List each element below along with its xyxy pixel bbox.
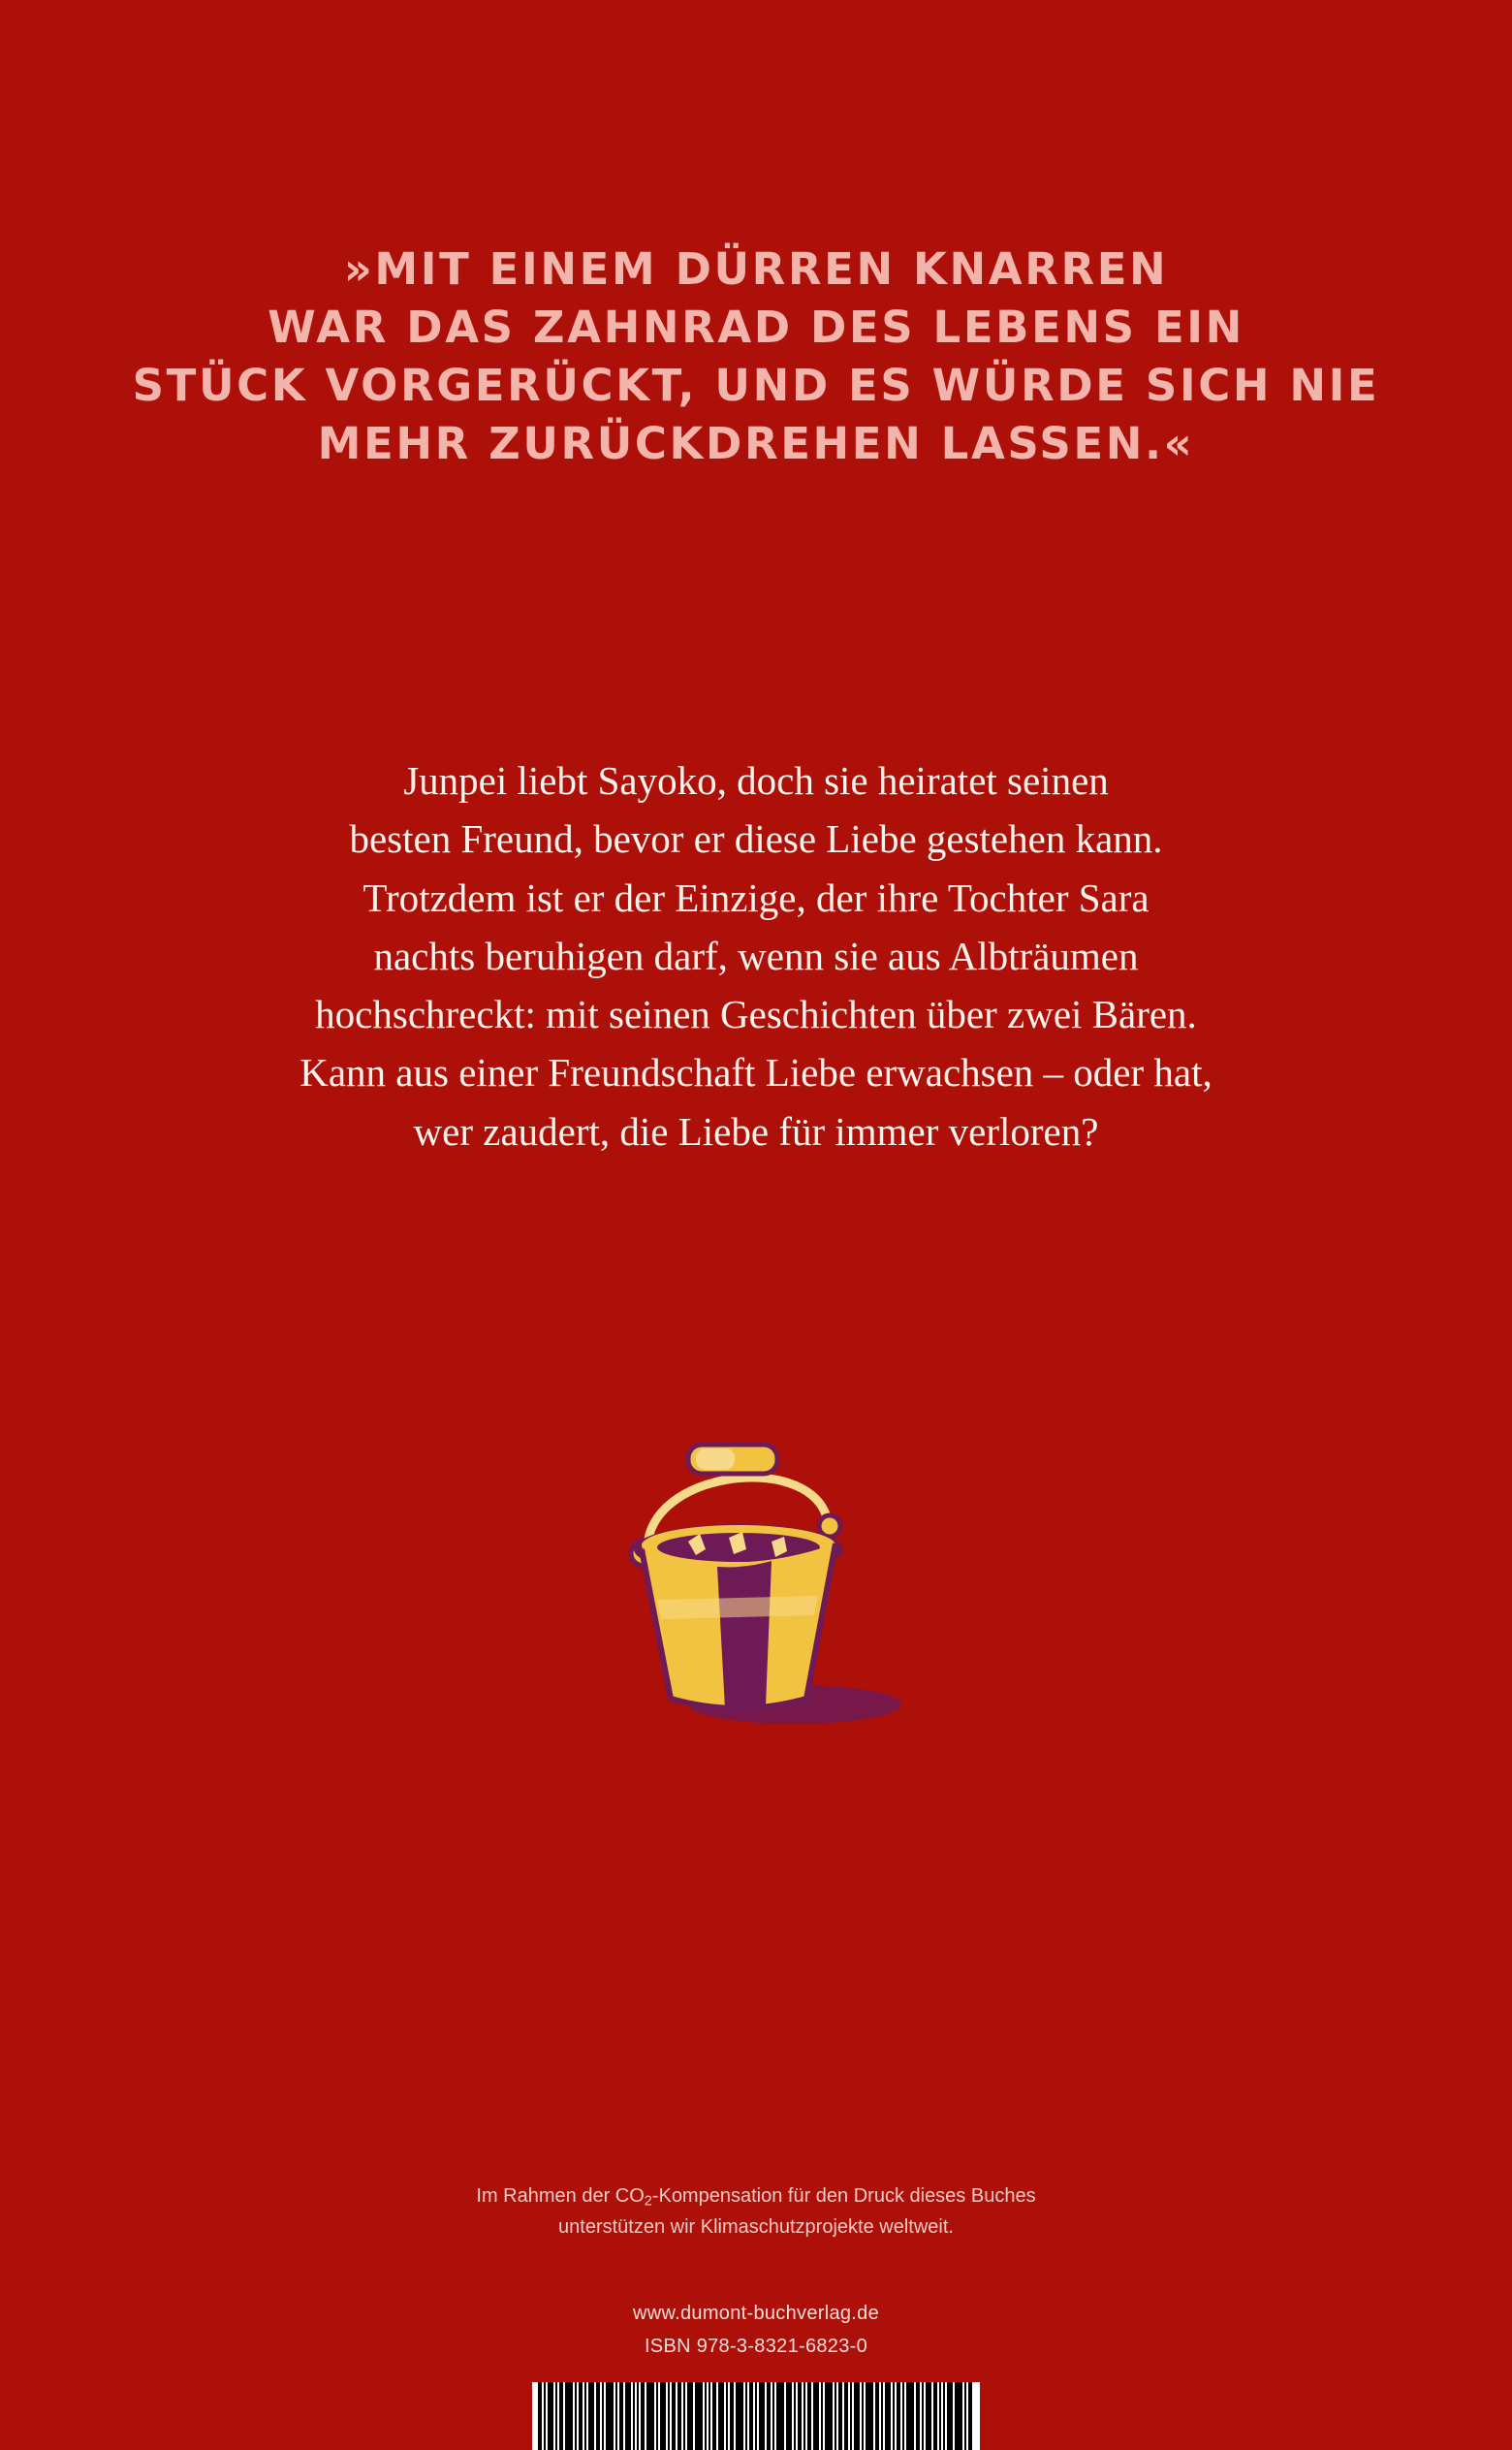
pull-quote-line: MEHR ZURÜCKDREHEN LASSEN.« — [317, 417, 1195, 469]
barcode-bar — [709, 2382, 710, 2450]
barcode-bar — [736, 2382, 743, 2450]
barcode-bar — [683, 2382, 685, 2450]
barcode-bar — [615, 2382, 617, 2450]
barcode-bar — [575, 2382, 577, 2450]
blurb-line: nachts beruhigen darf, wenn sie aus Albträumen — [373, 933, 1139, 978]
barcode-bar — [947, 2382, 953, 2450]
barcode-bar — [897, 2382, 900, 2450]
barcode-bar — [835, 2382, 836, 2450]
eco-line-2: unterstützen wir Klimaschutzprojekte weltweit. — [558, 2216, 954, 2238]
barcode-bar — [646, 2382, 654, 2450]
blurb-line: wer zaudert, die Liebe für immer verloren? — [413, 1108, 1099, 1154]
barcode-bar — [619, 2382, 623, 2450]
barcode-bar — [726, 2382, 728, 2450]
barcode-bar — [637, 2382, 639, 2450]
barcode-bar — [544, 2382, 546, 2450]
barcode-bar — [565, 2382, 573, 2450]
barcode-bar — [767, 2382, 771, 2450]
barcode-bar — [893, 2382, 895, 2450]
barcode-bar — [794, 2382, 796, 2450]
barcode-bar — [633, 2382, 635, 2450]
publisher-website[interactable]: www.dumont-buchverlag.de — [633, 2303, 879, 2324]
barcode-bar — [813, 2382, 819, 2450]
eco-subscript: 2 — [644, 2193, 652, 2210]
barcode-bar — [555, 2382, 557, 2450]
barcode-bar — [955, 2382, 962, 2450]
blurb-text — [0, 751, 1512, 1161]
barcode-bar — [730, 2382, 734, 2450]
isbn-number: ISBN 978-3-8321-6823-0 — [644, 2336, 868, 2357]
barcode-bar — [588, 2382, 594, 2450]
barcode-bar — [677, 2382, 681, 2450]
barcode-bar — [922, 2382, 924, 2450]
pull-quote-line: STÜCK VORGERÜCKT, UND ES WÜRDE SICH NIE — [132, 359, 1380, 411]
eco-notice — [0, 2181, 1512, 2243]
barcode-bar — [838, 2382, 842, 2450]
barcode-bar — [660, 2382, 666, 2450]
barcode-bar — [641, 2382, 645, 2450]
barcode-bar — [926, 2382, 931, 2450]
eco-line-1-before: Im Rahmen der CO — [476, 2185, 645, 2208]
blurb-line: besten Freund, bevor er diese Liebe gestehen kann. — [349, 816, 1163, 862]
barcode-bar — [772, 2382, 774, 2450]
barcode-bar — [825, 2382, 833, 2450]
barcode-bar — [885, 2382, 891, 2450]
barcode-bar — [786, 2382, 792, 2450]
barcode-bar — [584, 2382, 586, 2450]
barcode-bar — [559, 2382, 563, 2450]
barcode-bar — [718, 2382, 724, 2450]
barcode-bar — [968, 2382, 972, 2450]
blurb-line: Trotzdem ist er der Einzige, der ihre Tochter Sara — [362, 875, 1150, 920]
barcode-bar — [755, 2382, 757, 2450]
barcode-bar — [854, 2382, 860, 2450]
barcode-bar — [687, 2382, 693, 2450]
barcode-bar — [943, 2382, 945, 2450]
barcode-bar — [625, 2382, 631, 2450]
barcode-bar — [548, 2382, 553, 2450]
barcode-bar — [579, 2382, 583, 2450]
barcode-bar — [776, 2382, 784, 2450]
barcode-bar — [939, 2382, 941, 2450]
barcode-bar — [759, 2382, 765, 2450]
barcode-bar — [745, 2382, 747, 2450]
barcode-bar — [602, 2382, 604, 2450]
barcode-bar — [672, 2382, 676, 2450]
barcode-bar — [695, 2382, 703, 2450]
barcode-bar — [964, 2382, 966, 2450]
barcode-bar — [875, 2382, 879, 2450]
barcode-bar — [862, 2382, 864, 2450]
blurb-line: Kann aus einer Freundschaft Liebe erwachsen – oder hat, — [299, 1050, 1213, 1096]
eco-line-1 — [0, 2181, 1512, 2212]
cover-footer — [0, 2181, 1512, 2450]
barcode-bar — [656, 2382, 658, 2450]
blurb-line: hochschreckt: mit seinen Geschichten über zwei Bären. — [315, 992, 1197, 1037]
barcode-bar — [844, 2382, 848, 2450]
pull-quote — [0, 240, 1512, 472]
barcode-bar — [803, 2382, 805, 2450]
barcode-bar — [902, 2382, 904, 2450]
barcode-bar — [606, 2382, 614, 2450]
barcode-bar — [538, 2382, 542, 2450]
barcode-bar — [712, 2382, 716, 2450]
barcode-bar — [596, 2382, 600, 2450]
barcode-bar — [866, 2382, 873, 2450]
barcode-bar — [749, 2382, 753, 2450]
barcode-bar — [850, 2382, 852, 2450]
bucket-illustration — [572, 1425, 940, 1745]
barcode — [0, 2382, 1512, 2450]
barcode-bar — [798, 2382, 802, 2450]
barcode-bars — [532, 2382, 980, 2450]
barcode-bar — [906, 2382, 914, 2450]
barcode-bar — [881, 2382, 883, 2450]
pull-quote-line: »MIT EINEM DÜRREN KNARREN — [343, 243, 1169, 295]
eco-line-1-after: -Kompensation für den Druck dieses Buches — [651, 2185, 1036, 2208]
barcode-bar — [916, 2382, 920, 2450]
barcode-bar — [705, 2382, 707, 2450]
pull-quote-line: WAR DAS ZAHNRAD DES LEBENS EIN — [268, 301, 1244, 353]
blurb-line: Junpei liebt Sayoko, doch sie heiratet seinen — [403, 758, 1109, 803]
barcode-bar — [668, 2382, 670, 2450]
barcode-bar — [807, 2382, 811, 2450]
barcode-bar — [821, 2382, 823, 2450]
barcode-bar — [933, 2382, 937, 2450]
